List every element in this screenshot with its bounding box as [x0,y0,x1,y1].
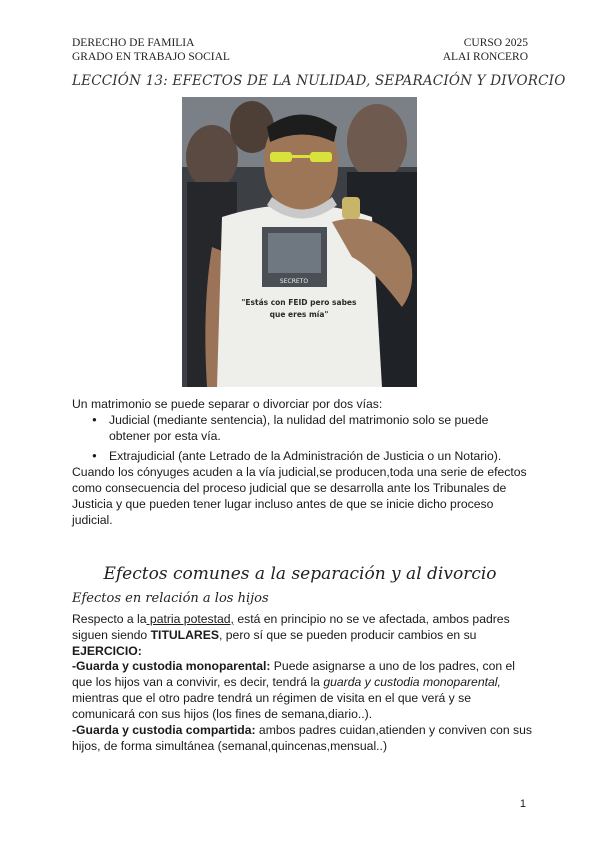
parental-authority-paragraph [72,611,532,659]
intro-text: Un matrimonio se puede separar o divorciar por dos vías: [72,397,383,411]
course-subject: DERECHO DE FAMILIA [72,37,195,49]
shared-custody-label: -Guarda y custodia compartida: [72,723,256,737]
sole-custody-label: -Guarda y custodia monoparental: [72,659,271,673]
degree-name: GRADO EN TRABAJO SOCIAL [72,51,230,63]
text-run: Respecto a la [72,612,147,626]
header-left [72,36,230,64]
shirt-text-line-2: que eres mía" [269,310,329,319]
judicial-effects-paragraph: Cuando los cónyuges acuden a la vía judicial,se producen,toda una serie de efectos como consecuencia del proceso judicial que se desarrolla ante los Tribunales de Justicia y que pueden tener lugar incluso antes de que se inicie dicho proceso judicial. [72,465,527,527]
author-name: ALAI RONCERO [442,51,528,63]
text-run: está en principio no se ve afectada, ambos padres siguen siendo [72,612,510,642]
text-run-italic: guarda y custodia monoparental, [323,675,501,689]
text-run: ambos padres cuidan,atienden y conviven con sus hijos, de forma simultánea (semanal,quincenas,mensual..) [72,723,532,753]
course-year: CURSO 2025 [463,37,528,49]
titulares-term: TITULARES [150,628,219,642]
separation-ways-list [92,412,532,468]
subsection-title: Efectos en relación a los hijos [72,591,269,606]
ejercicio-term: EJERCICIO: [72,644,142,658]
patria-potestad-term: patria potestad, [146,612,234,626]
section-title: Efectos comunes a la separación y al divorcio [103,564,497,584]
text-run: Puede asignarse a uno de los padres, con el que los hijos van a convivir, es decir, tendrá la [72,659,516,689]
shirt-text-line-1: "Estás con FEID pero sabes [241,298,357,307]
shared-custody-paragraph [72,722,532,754]
header-right [443,36,528,64]
list-item: ● Extrajudicial (ante Letrado de la Administración de Justicia o un Notario). [92,448,532,464]
text-run: mientras que el otro padre tendrá un régimen de visita en el que verá y se comunicará con sus hijos (los fines de semana,diario..). [72,691,472,721]
sole-custody-paragraph [72,658,532,722]
photo [182,97,417,387]
poster-label: SECRETO [279,278,309,285]
page-number: 1 [519,798,526,810]
text-run: , pero sí que se pueden producir cambios en su [219,628,477,642]
lesson-title: LECCIÓN 13: EFECTOS DE LA NULIDAD, SEPARACIÓN Y DIVORCIO [72,73,566,89]
list-item: ● Judicial (mediante sentencia), la nulidad del matrimonio solo se puede obtener por esta vía. [92,412,532,444]
photo-illustration [182,97,417,387]
